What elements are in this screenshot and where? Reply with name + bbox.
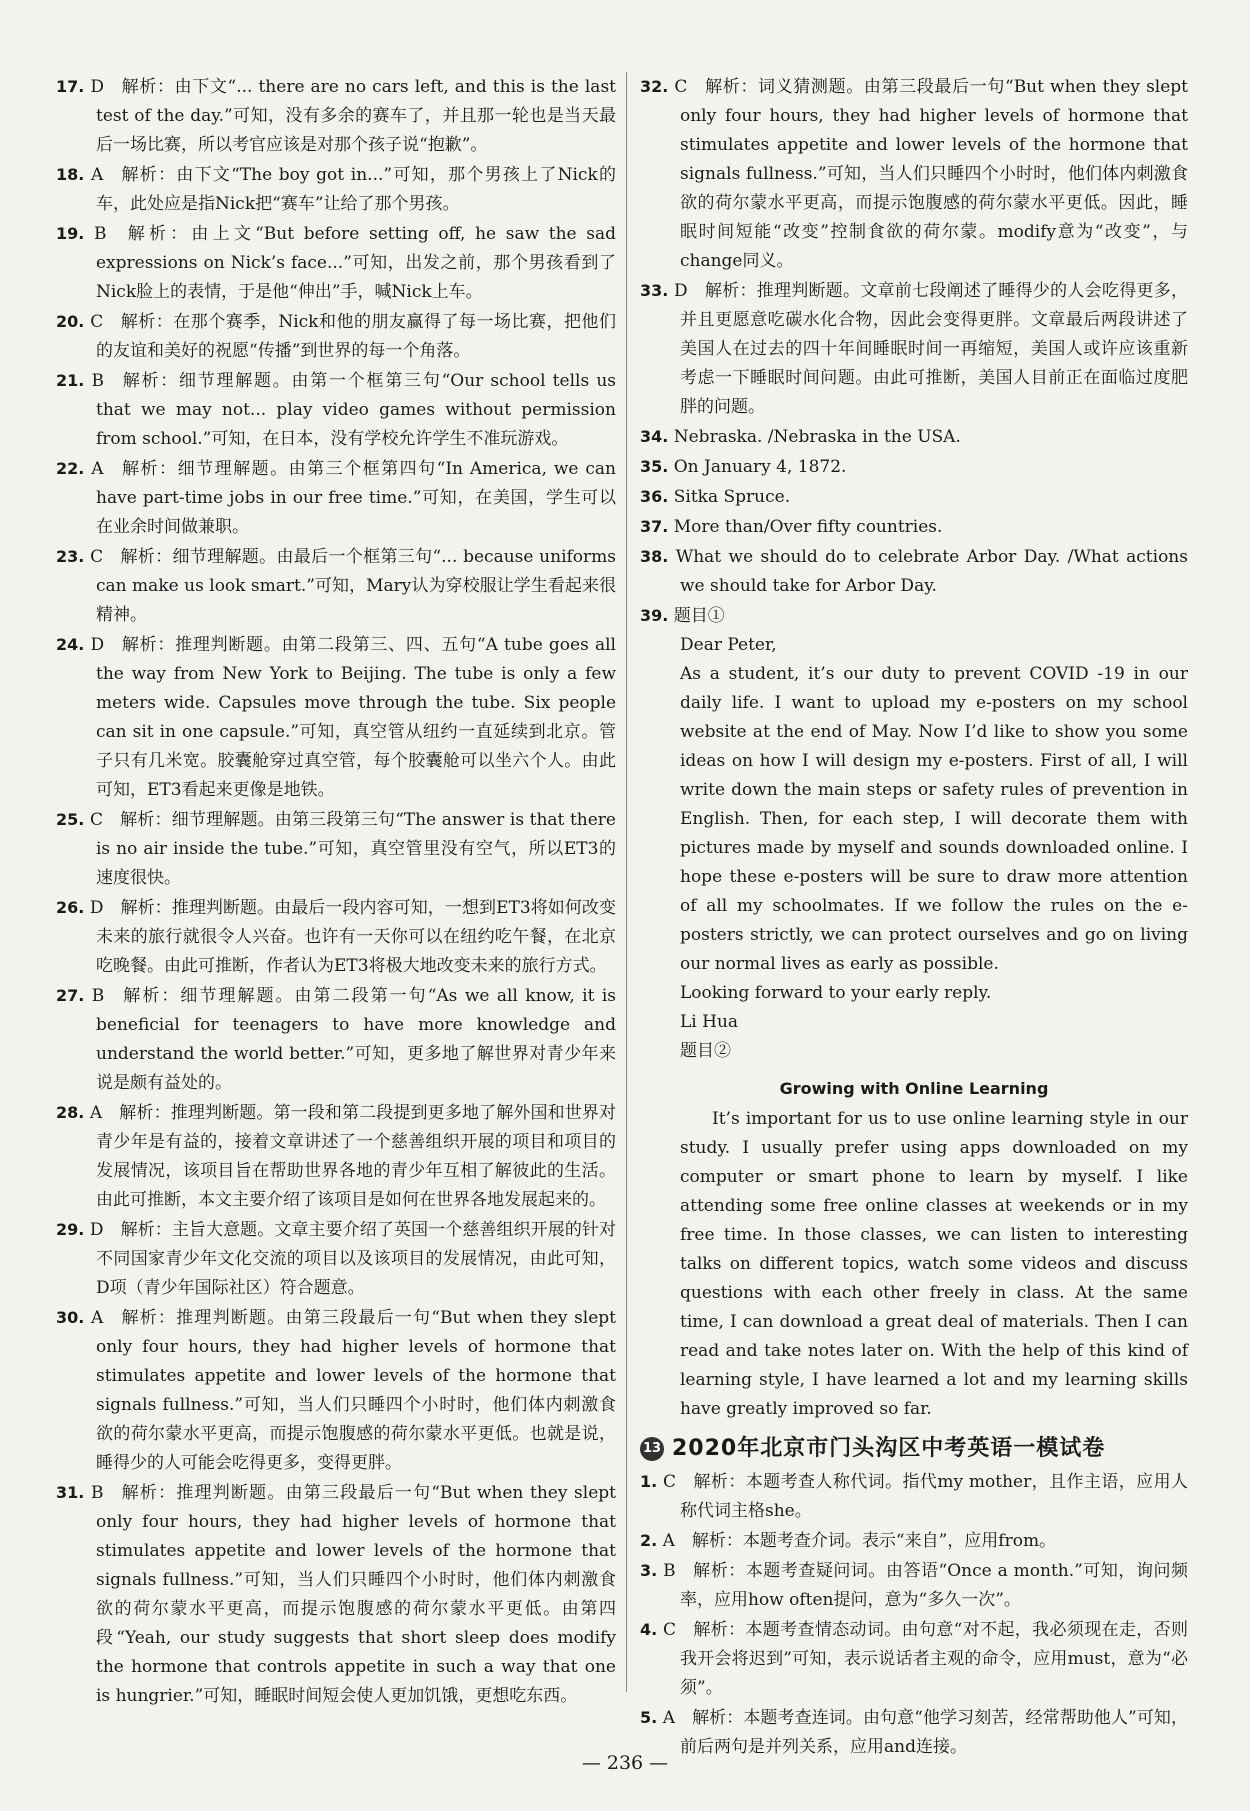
question-number: 39.	[640, 606, 669, 625]
explanation-text: 解析：本题考查情态动词。由句意“对不起，我必须现在走，否则我开会将迟到”可知，表示说话者主观的命令，应用must，意为“必须”。	[680, 1620, 1188, 1698]
answer-item	[640, 1467, 1188, 1526]
answer-item	[56, 1478, 616, 1711]
answer-letter: A	[89, 1103, 103, 1123]
explanation-text: 解析：推理判断题。文章前七段阐述了睡得少的人会吃得更多，并且更愿意吃碳水化合物，因此会变得更胖。文章最后两段讲述了美国人在过去的四十年间睡眠时间一再缩短，美国人或许应该重新考虑一下睡眠时间问题。由此可推断，美国人目前正在面临过度肥胖的问题。	[680, 281, 1189, 417]
answer-letter: B	[93, 224, 107, 244]
explanation-text: 解析：由下文“The boy got in...”可知，那个男孩上了Nick的车，此处应是指Nick把“赛车”让给了那个男孩。	[96, 165, 617, 214]
answer-letter: D	[89, 898, 104, 918]
question-number: 27.	[56, 986, 85, 1005]
answer-letter: A	[90, 1308, 104, 1328]
answer-item	[640, 1615, 1188, 1703]
answer-item	[56, 160, 616, 219]
page-number: — 236 —	[581, 1752, 669, 1774]
letter-greeting: Dear Peter,	[680, 635, 777, 655]
answer-item	[56, 1303, 616, 1478]
question-number: 32.	[640, 77, 669, 96]
answer-item	[640, 276, 1188, 422]
question-number: 35.	[640, 457, 669, 476]
essay-body: It’s important for us to use online learning style in our study. I usually prefer using apps downloaded on my computer or smart phone to learn by myself. I like attending some free online classes at weekends or in my free time. In those classes, we can listen to interesting talks on different topics, watch some videos and discuss questions with each other freely in class. At the same time, I can download a great deal of materials. Then I can read and take notes later on. With the help of this kind of learning style, I have learned a lot and my learning skills have greatly improved so far.	[680, 1109, 1188, 1419]
answer-letter: D	[674, 281, 688, 301]
explanation-text: 解析：本题考查疑问词。由答语“Once a month.”可知，询问频率，应用how often提问，意为“多久一次”。	[680, 1561, 1189, 1610]
question-number: 34.	[640, 427, 669, 446]
section-items	[640, 1467, 1188, 1762]
letter-closing: Looking forward to your early reply.	[680, 983, 992, 1003]
answer-item	[56, 630, 616, 805]
topic-1-label: 题目①	[673, 606, 725, 626]
question-number: 17.	[56, 77, 85, 96]
question-number: 5.	[640, 1708, 658, 1727]
answer-letter: B	[91, 371, 105, 391]
answer-letter: C	[90, 547, 104, 567]
explanation-text: 解析：词义猜测题。由第三段最后一句“But when they slept only four hours, they had higher levels of hormone that stimulates appetite and lower levels of the hormone that signals fullness.”可知，当人们只睡四个小时时，他们体内刺激食欲的荷尔蒙水平更高，而提示饱腹感的荷尔蒙水平更低。因此，睡眠时间短能“改变”控制食欲的荷尔蒙。modify意为“改变”，与change同义。	[680, 77, 1188, 271]
question-number: 23.	[56, 547, 85, 566]
right-items	[640, 72, 1188, 601]
explanation-text: Sitka Spruce.	[673, 487, 791, 507]
question-39	[640, 601, 1188, 1424]
question-number: 1.	[640, 1472, 658, 1491]
left-column	[56, 72, 616, 1711]
answer-item	[640, 542, 1188, 601]
answer-letter: B	[91, 986, 105, 1006]
answer-letter: A	[662, 1708, 675, 1728]
question-number: 25.	[56, 810, 85, 829]
explanation-text: On January 4, 1872.	[673, 457, 847, 477]
answer-letter: D	[90, 635, 105, 655]
question-number: 19.	[56, 224, 85, 243]
essay-title: Growing with Online Learning	[779, 1079, 1049, 1098]
answer-letter: B	[663, 1561, 676, 1581]
topic-2-label: 题目②	[680, 1041, 731, 1061]
answer-item	[56, 219, 616, 307]
answer-item	[640, 1526, 1188, 1556]
right-column	[640, 72, 1188, 1762]
explanation-text: 解析：推理判断题。第一段和第二段提到更多地了解外国和世界对青少年是有益的，接着文章讲述了一个慈善组织开展的项目和项目的发展情况，该项目旨在帮助世界各地的青少年互相了解彼此的生活。由此可推断，本文主要介绍了该项目是如何在世界各地发展起来的。	[96, 1103, 617, 1210]
answer-item	[56, 307, 616, 366]
answer-item	[640, 452, 1188, 482]
answer-item	[640, 72, 1188, 276]
answer-letter: C	[89, 810, 103, 830]
explanation-text: Nebraska. /Nebraska in the USA.	[673, 427, 961, 447]
question-number: 21.	[56, 371, 85, 390]
explanation-text: 解析：推理判断题。由第二段第三、四、五句“A tube goes all the way from New York to Beijing. The tube is only a few meters wide. Capsules move through the tube. Six people can sit in one capsule.”可知，真空管从纽约一直延续到北京。管子只有几米宽。胶囊舱穿过真空管，每个胶囊舱可以坐六个人。由此可知，ET3看起来更像是地铁。	[96, 635, 616, 800]
question-number: 18.	[56, 165, 85, 184]
question-number: 20.	[56, 312, 85, 331]
question-number: 30.	[56, 1308, 85, 1327]
letter	[640, 631, 1188, 1066]
explanation-text: 解析：由上文“But before setting off, he saw the sad expressions on Nick’s face...”可知，出发之前，那个男孩看到了Nick脸上的表情，于是他“伸出”手，喊Nick上车。	[96, 224, 616, 302]
question-number: 36.	[640, 487, 669, 506]
answer-item	[640, 482, 1188, 512]
question-number: 26.	[56, 898, 85, 917]
explanation-text: 解析：细节理解题。由第二段第一句“As we all know, it is beneficial for teenagers to have more knowledge and understand the world better.”可知，更多地了解世界对青少年来说是颇有益处的。	[96, 986, 617, 1093]
explanation-text: 解析：本题考查介词。表示“来自”，应用from。	[691, 1531, 1057, 1551]
explanation-text: 解析：由下文“... there are no cars left, and this is the last test of the day.”可知，没有多余的赛车了，并且那一轮也是当天最后一场比赛，所以考官应该是对那个孩子说“抱歉”。	[96, 77, 616, 155]
answer-item	[56, 454, 616, 542]
explanation-text: More than/Over fifty countries.	[673, 517, 943, 537]
answer-item	[56, 1215, 616, 1303]
question-number: 29.	[56, 1220, 85, 1239]
letter-signature: Li Hua	[680, 1012, 739, 1032]
answer-item	[56, 805, 616, 893]
explanation-text: 解析：本题考查人称代词。指代my mother，且作主语，应用人称代词主格she。	[680, 1472, 1188, 1521]
explanation-text: 解析：细节理解题。由最后一个框第三句“... because uniforms can make us look smart.”可知，Mary认为穿校服让学生看起来很精神。	[96, 547, 617, 625]
explanation-text: What we should do to celebrate Arbor Day. /What actions we should take for Arbor Day.	[675, 547, 1188, 596]
answer-item	[56, 72, 616, 160]
answer-letter: B	[90, 1483, 104, 1503]
answer-letter: A	[662, 1531, 675, 1551]
question-number: 3.	[640, 1561, 658, 1580]
explanation-text: 解析：本题考查连词。由句意“他学习刻苦，经常帮助他人”可知，前后两句是并列关系，应用and连接。	[680, 1708, 1188, 1757]
explanation-text: 解析：推理判断题。由最后一段内容可知，一想到ET3将如何改变未来的旅行就很令人兴奋。也许有一天你可以在纽约吃午餐，在北京吃晚餐。由此可推断，作者认为ET3将极大地改变未来的旅行方式。	[96, 898, 616, 976]
section-title: 2020年北京市门头沟区中考英语一模试卷	[672, 1436, 1106, 1461]
answer-letter: C	[674, 77, 688, 97]
answer-letter: A	[91, 459, 104, 479]
column-divider	[626, 72, 627, 1692]
answer-item	[56, 893, 616, 981]
explanation-text: 解析：主旨大意题。文章主要介绍了英国一个慈善组织开展的针对不同国家青少年文化交流的项目以及该项目的发展情况，由此可知，D项（青少年国际社区）符合题意。	[96, 1220, 617, 1298]
answer-letter: D	[89, 1220, 104, 1240]
explanation-text: 解析：在那个赛季，Nick和他的朋友赢得了每一场比赛，把他们的友谊和美好的祝愿“传播”到世界的每一个角落。	[96, 312, 617, 361]
answer-letter: C	[662, 1620, 676, 1640]
answer-item	[56, 366, 616, 454]
question-number: 24.	[56, 635, 85, 654]
explanation-text: 解析：细节理解题。由第三段第三句“The answer is that there is no air inside the tube.”可知，真空管里没有空气，所以ET3的速度很快。	[96, 810, 616, 888]
answer-item	[640, 422, 1188, 452]
section-number-badge: 13	[640, 1437, 664, 1461]
answer-item	[56, 1098, 616, 1215]
explanation-text: 解析：细节理解题。由第三个框第四句“In America, we can have part-time jobs in our free time.”可知，在美国，学生可以在业余时间做兼职。	[96, 459, 616, 537]
question-number: 2.	[640, 1531, 658, 1550]
question-number: 37.	[640, 517, 669, 536]
answer-letter: A	[91, 165, 104, 185]
explanation-text: 解析：细节理解题。由第一个框第三句“Our school tells us that we may not... play video games without permission from school.”可知，在日本，没有学校允许学生不准玩游戏。	[96, 371, 617, 449]
left-items	[56, 72, 616, 1711]
answer-letter: C	[663, 1472, 677, 1492]
answer-item	[640, 512, 1188, 542]
explanation-text: 解析：推理判断题。由第三段最后一句“But when they slept only four hours, they had higher levels of hormone that stimulates appetite and lower levels of the hormone that signals fullness.”可知，当人们只睡四个小时时，他们体内刺激食欲的荷尔蒙水平更高，而提示饱腹感的荷尔蒙水平更低。也就是说，睡得少的人可能会吃得更多，变得更胖。	[96, 1308, 616, 1473]
question-number: 38.	[640, 547, 669, 566]
explanation-text: 解析：推理判断题。由第三段最后一句“But when they slept only four hours, they had higher levels of hormone that stimulates appetite and lower levels of the hormone that signals fullness.”可知，当人们只睡四个小时时，他们体内刺激食欲的荷尔蒙水平更高，而提示饱腹感的荷尔蒙水平更低。由第四段“Yeah, our study suggests that short sleep does modify the hormone that controls appetite in such a way that one is hungrier.”可知，睡眠时间短会使人更加饥饿，更想吃东西。	[96, 1483, 616, 1706]
letter-body: As a student, it’s our duty to prevent COVID -19 in our daily life. I want to upload my e-posters on my school website at the end of May. Now I’d like to show you some ideas on how I will design my e-posters. First of all, I will write down the main steps or safety rules of prevention in English. Then, for each step, I will decorate them with pictures made by myself and sounds downloaded online. I hope these e-posters will be sure to draw more attention of all my schoolmates. If we follow the rules on the e-posters strictly, we can protect ourselves and go on living our normal lives as early as possible.	[680, 664, 1188, 974]
answer-item	[56, 542, 616, 630]
question-number: 31.	[56, 1483, 85, 1502]
answer-letter: D	[90, 77, 105, 97]
answer-item	[56, 981, 616, 1098]
answer-letter: C	[90, 312, 104, 332]
question-number: 33.	[640, 281, 669, 300]
question-number: 4.	[640, 1620, 658, 1639]
question-number: 28.	[56, 1103, 85, 1122]
question-number: 22.	[56, 459, 85, 478]
answer-item	[640, 1556, 1188, 1615]
section-header	[640, 1434, 1188, 1463]
